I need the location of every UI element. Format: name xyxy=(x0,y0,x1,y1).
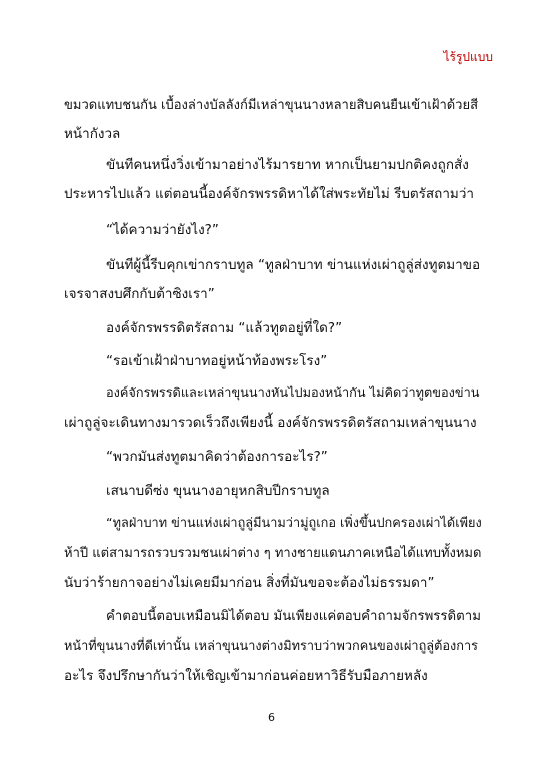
body-line: ห้าปี แต่สามารถรวบรวมชนเผ่าต่าง ๆ ทางชายแดนภาคเหนือได้แทบทั้งหมด xyxy=(64,546,482,561)
body-line: “ทูลฝ่าบาท ข่านแห่งเผ่าถูลู่มีนามว่ามู่ถูเกอ เพิ่งขึ้นปกครองเผ่าได้เพียง xyxy=(106,516,482,531)
body-line: ขมวดแทบชนกัน เบื้องล่างบัลลังก์มีเหล่าขุนนางหลายสิบคนยืนเข้าเฝ้าด้วยสี xyxy=(64,98,479,113)
body-line: เผ่าถูลู่จะเดินทางมารวดเร็วถึงเพียงนี้ องค์จักรพรรดิตรัสถามเหล่าขุนนาง xyxy=(64,415,477,431)
body-line: หน้าที่ขุนนางที่ดีเท่านั้น เหล่าขุนนางต่างมิทราบว่าพวกคนของเผ่าถูลู่ต้องการ xyxy=(64,639,479,654)
body-line: ขันทีคนหนึ่งวิ่งเข้ามาอย่างไร้มารยาท หากเป็นยามปกติคงถูกสั่ง xyxy=(106,157,469,173)
body-line: “ได้ความว่ายังไง?” xyxy=(106,222,219,238)
body-line: หน้ากังวล xyxy=(64,126,121,142)
body-line: คำตอบนี้ตอบเหมือนมิได้ตอบ มันเพียงแค่ตอบคำถามจักรพรรดิตาม xyxy=(106,609,481,624)
body-line: องค์จักรพรรดิตรัสถาม “แล้วทูตอยู่ที่ใด?” xyxy=(106,320,343,336)
body-line: “รอเข้าเฝ้าฝ่าบาทอยู่หน้าท้องพระโรง” xyxy=(106,353,328,369)
body-line: เจรจาสงบศึกกับต้าซิงเรา” xyxy=(64,286,215,302)
body-line: “พวกมันส่งทูตมาคิดว่าต้องการอะไร?” xyxy=(106,449,328,465)
page-number: 6 xyxy=(268,711,275,724)
body-line: เสนาบดีซ่ง ขุนนางอายุหกสิบปีกราบทูล xyxy=(106,483,330,499)
body-line: อะไร จึงปรึกษากันว่าให้เชิญเข้ามาก่อนค่อยหาวิธีรับมือภายหลัง xyxy=(64,668,428,684)
body-line: ประหารไปแล้ว แต่ตอนนี้องค์จักรพรรดิหาได้ใส่พระทัยไม่ รีบตรัสถามว่า xyxy=(64,186,474,202)
body-line: ขันทีผู้นี้รีบคุกเข่ากราบทูล “ทูลฝ่าบาท ข่านแห่งเผ่าถูลู่ส่งทูตมาขอ xyxy=(106,257,481,273)
body-line: องค์จักรพรรดิและเหล่าขุนนางหันไปมองหน้ากัน ไม่คิดว่าทูตของข่าน xyxy=(106,386,480,401)
body-line: นับว่าร้ายกาจอย่างไม่เคยมีมาก่อน สิ่งที่มันขอจะต้องไม่ธรรมดา” xyxy=(64,575,435,591)
running-header: ไร้รูปแบบ xyxy=(443,50,493,64)
